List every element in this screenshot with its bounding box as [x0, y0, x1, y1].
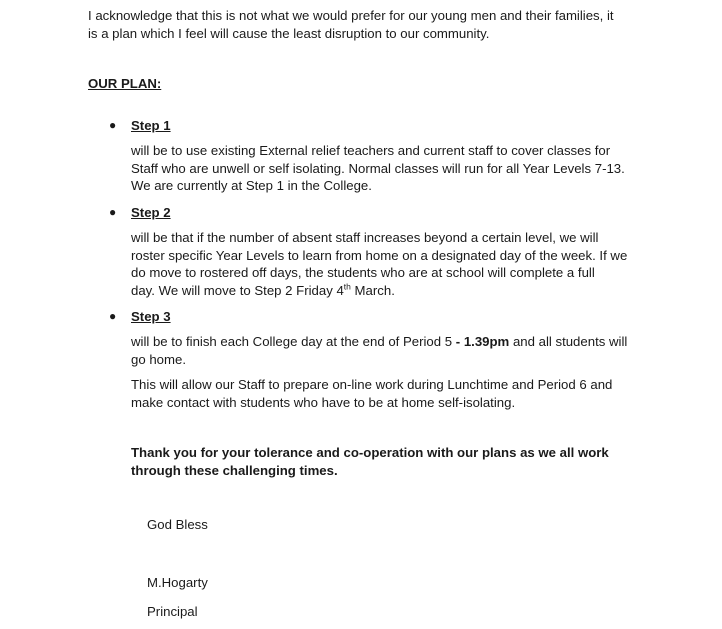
- signatory-name: M.Hogarty: [147, 575, 208, 590]
- step-2-description: [131, 229, 641, 299]
- bullet-icon: ●: [109, 118, 117, 132]
- bullet-icon: ●: [109, 205, 117, 219]
- step-line: make contact with students who have to be at home self-isolating.: [131, 394, 516, 410]
- step-3-title: Step 3: [131, 309, 171, 324]
- bullet-icon: ●: [109, 309, 117, 323]
- step-line: will be that if the number of absent staff increases beyond a certain level, we will: [131, 230, 599, 245]
- step-line: will be to finish each College day at the end of Period 5 - 1.39pm and all students will: [131, 334, 628, 349]
- step-1-title: Step 1: [131, 118, 171, 133]
- step-line: Staff who are unwell or self isolating. Normal classes will run for all Year Levels 7-13.: [131, 160, 625, 176]
- step-1-description: [131, 142, 641, 195]
- closing-line: through these challenging times.: [131, 462, 338, 478]
- intro-line: is a plan which I feel will cause the least disruption to our community.: [88, 25, 490, 41]
- step-3-description: [131, 333, 641, 368]
- ordinal-suffix: th: [343, 281, 351, 292]
- closing-statement: [131, 444, 631, 479]
- step-line: do move to rostered off days, the students who are at school will complete a full: [131, 265, 595, 281]
- step-2-title: Step 2: [131, 205, 171, 220]
- step-3-extra-paragraph: [131, 376, 641, 411]
- step-line: will be to use existing External relief teachers and current staff to cover classes for: [131, 143, 611, 158]
- step-line: go home.: [131, 351, 186, 367]
- step-line: This will allow our Staff to prepare on-line work during Lunchtime and Period 6 and: [131, 377, 613, 392]
- signatory-title: Principal: [147, 604, 198, 619]
- step-line: roster specific Year Levels to learn from home on a designated day of the week. If we: [131, 247, 628, 263]
- finish-time: - 1.39pm: [452, 334, 510, 349]
- intro-line: I acknowledge that this is not what we would prefer for our young men and their families, it: [88, 8, 614, 23]
- plan-heading: OUR PLAN:: [88, 76, 162, 91]
- closing-line: Thank you for your tolerance and co-operation with our plans as we all work: [131, 445, 609, 460]
- step-line: We are currently at Step 1 in the College.: [131, 178, 372, 194]
- blessing: God Bless: [147, 517, 208, 532]
- intro-paragraph: [88, 7, 648, 42]
- step-line: day. We will move to Step 2 Friday 4th March.: [131, 281, 395, 298]
